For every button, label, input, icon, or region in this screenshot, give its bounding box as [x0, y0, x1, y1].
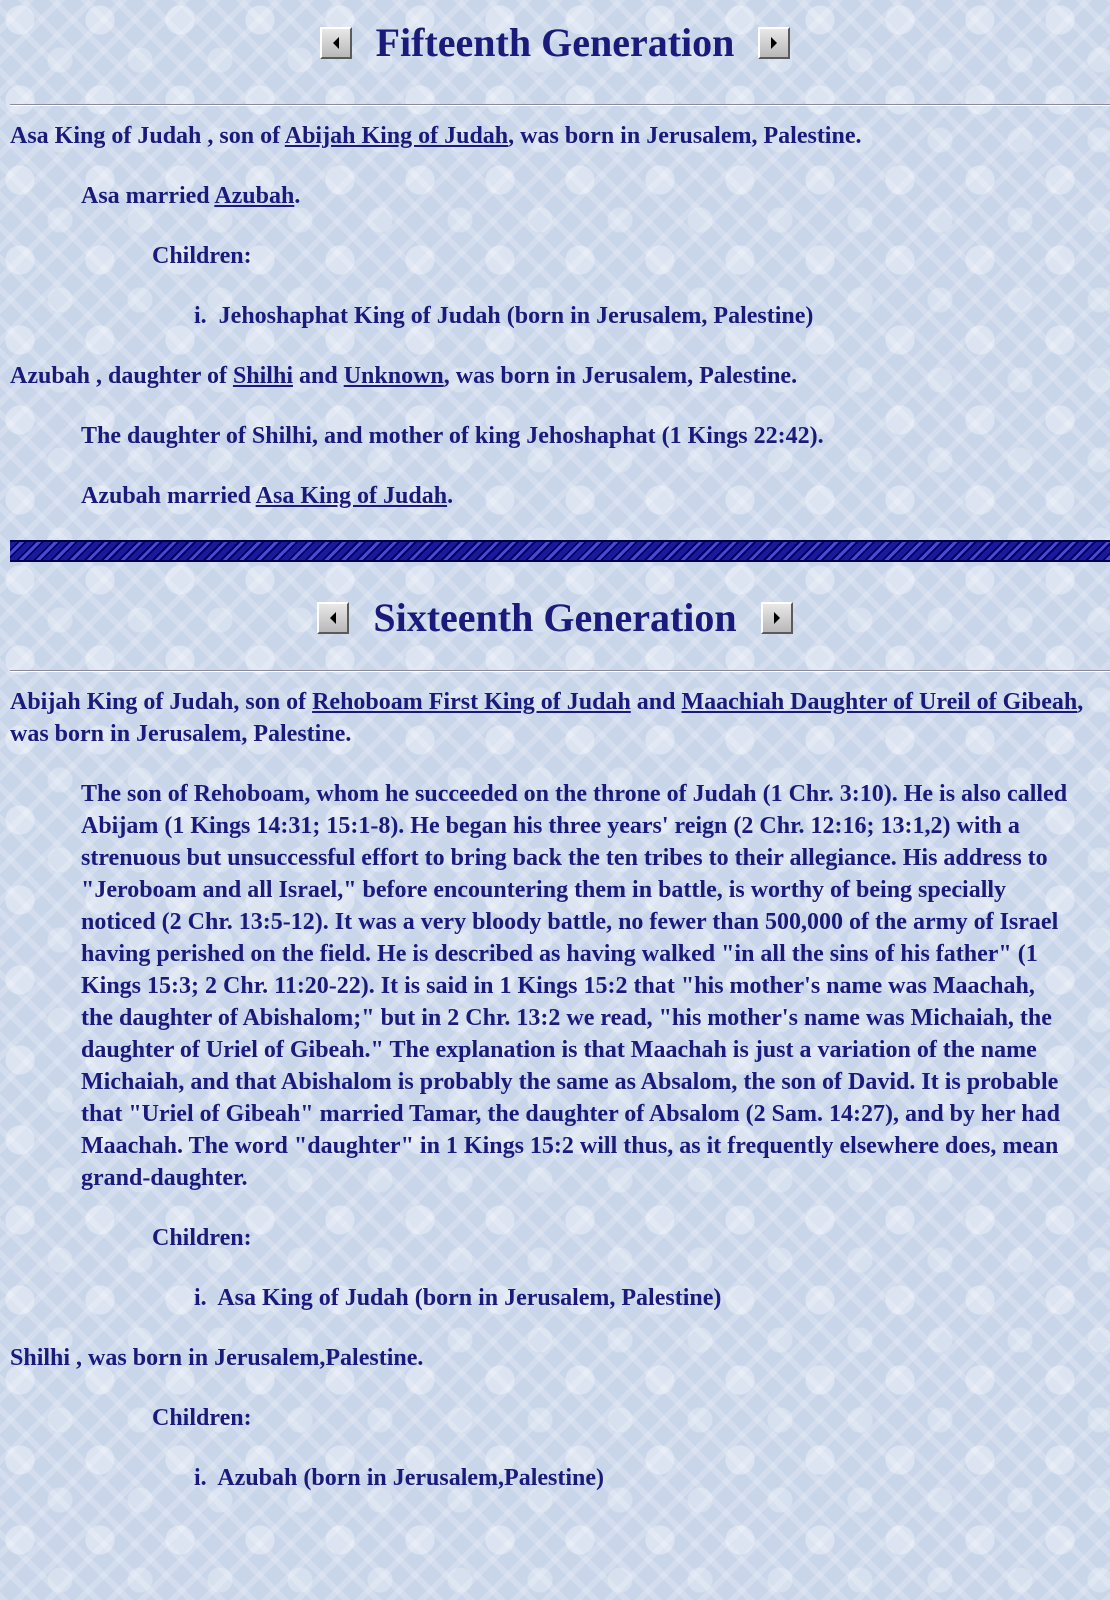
- prev-generation-button[interactable]: [320, 27, 352, 59]
- generation-header: [0, 584, 1110, 652]
- divider: [10, 670, 1110, 672]
- person-biography: The son of Rehoboam, whom he succeeded on the throne of Judah (1 Chr. 3:10). He is also called Abijam (1 Kings 14:31; 15:1-8). He began his three years' reign (2 Chr. 12:16; 13:1,2) with a strenuous but unsuccessful effort to bring back the ten tribes to their allegiance. His address to "Jeroboam and all Israel," before encountering them in battle, is worthy of being specially noticed (2 Chr. 13:5-12). It was a very bloody battle, no fewer than 500,000 of the army of Israel having perished on the field. He is described as having walked "in all the sins of his father" (1 Kings 15:3; 2 Chr. 11:20-22). It is said in 1 Kings 15:2 that "his mother's name was Maachah, the daughter of Abishalom;" but in 2 Chr. 13:2 we read, "his mother's name was Michaiah, the daughter of Uriel of Gibeah." The explanation is that Maachah is just a variation of the name Michaiah, and that Abishalom is probably the same as Absalom, the son of David. It is probable that "Uriel of Gibeah" married Tamar, the daughter of Absalom (2 Sam. 14:27), and by her had Maachah. The word "daughter" in 1 Kings 15:2 will thus, as it frequently elsewhere does, mean grand-daughter.: [81, 781, 1068, 1191]
- right-arrow-icon: [771, 611, 783, 625]
- person-name: Shilhi: [10, 1345, 71, 1371]
- left-arrow-icon: [327, 611, 339, 625]
- mother-link[interactable]: Maachiah Daughter of Ureil of Gibeah: [681, 689, 1078, 715]
- child-item: i. Asa King of Judah (born in Jerusalem, Palestine): [194, 1285, 722, 1311]
- generation-header: [0, 0, 1110, 86]
- person-name: Asa King of Judah: [10, 123, 202, 149]
- person-entry: Shilhi , was born in Jerusalem,Palestine.: [10, 1345, 424, 1371]
- father-link[interactable]: Abijah King of Judah: [284, 123, 509, 149]
- celtic-divider: [10, 540, 1110, 562]
- next-generation-button[interactable]: [761, 602, 793, 634]
- children-label: Children:: [152, 243, 252, 269]
- child-item: i. Jehoshaphat King of Judah (born in Jerusalem, Palestine): [194, 303, 814, 329]
- next-generation-button[interactable]: [758, 27, 790, 59]
- spouse-link[interactable]: Asa King of Judah: [255, 483, 448, 509]
- right-arrow-icon: [768, 36, 780, 50]
- person-entry: Abijah King of Judah, son of Rehoboam First King of Judah and Maachiah Daughter of Ureil of Gibeah, was born in Jerusalem, Palestine.: [10, 689, 1084, 747]
- marriage-line: Azubah married Asa King of Judah.: [81, 483, 454, 509]
- left-arrow-icon: [330, 36, 342, 50]
- children-label: Children:: [152, 1405, 252, 1431]
- prev-generation-button[interactable]: [317, 602, 349, 634]
- person-name: Azubah: [10, 363, 91, 389]
- spouse-link[interactable]: Azubah: [214, 183, 295, 209]
- generation-title: Fifteenth Generation: [375, 20, 735, 65]
- father-link[interactable]: Rehoboam First King of Judah: [312, 689, 631, 715]
- person-name: Abijah King of Judah: [10, 689, 234, 715]
- person-entry: Azubah , daughter of Shilhi and Unknown, was born in Jerusalem, Palestine.: [10, 363, 798, 389]
- mother-link[interactable]: Unknown: [343, 363, 444, 389]
- divider: [10, 104, 1110, 106]
- person-note: The daughter of Shilhi, and mother of king Jehoshaphat (1 Kings 22:42).: [81, 423, 824, 449]
- generation-title: Sixteenth Generation: [373, 595, 737, 640]
- children-label: Children:: [152, 1225, 252, 1251]
- marriage-line: Asa married Azubah.: [81, 183, 301, 209]
- father-link[interactable]: Shilhi: [232, 363, 293, 389]
- child-item: i. Azubah (born in Jerusalem,Palestine): [194, 1465, 605, 1491]
- person-entry: Asa King of Judah , son of Abijah King of Judah, was born in Jerusalem, Palestine.: [10, 123, 862, 149]
